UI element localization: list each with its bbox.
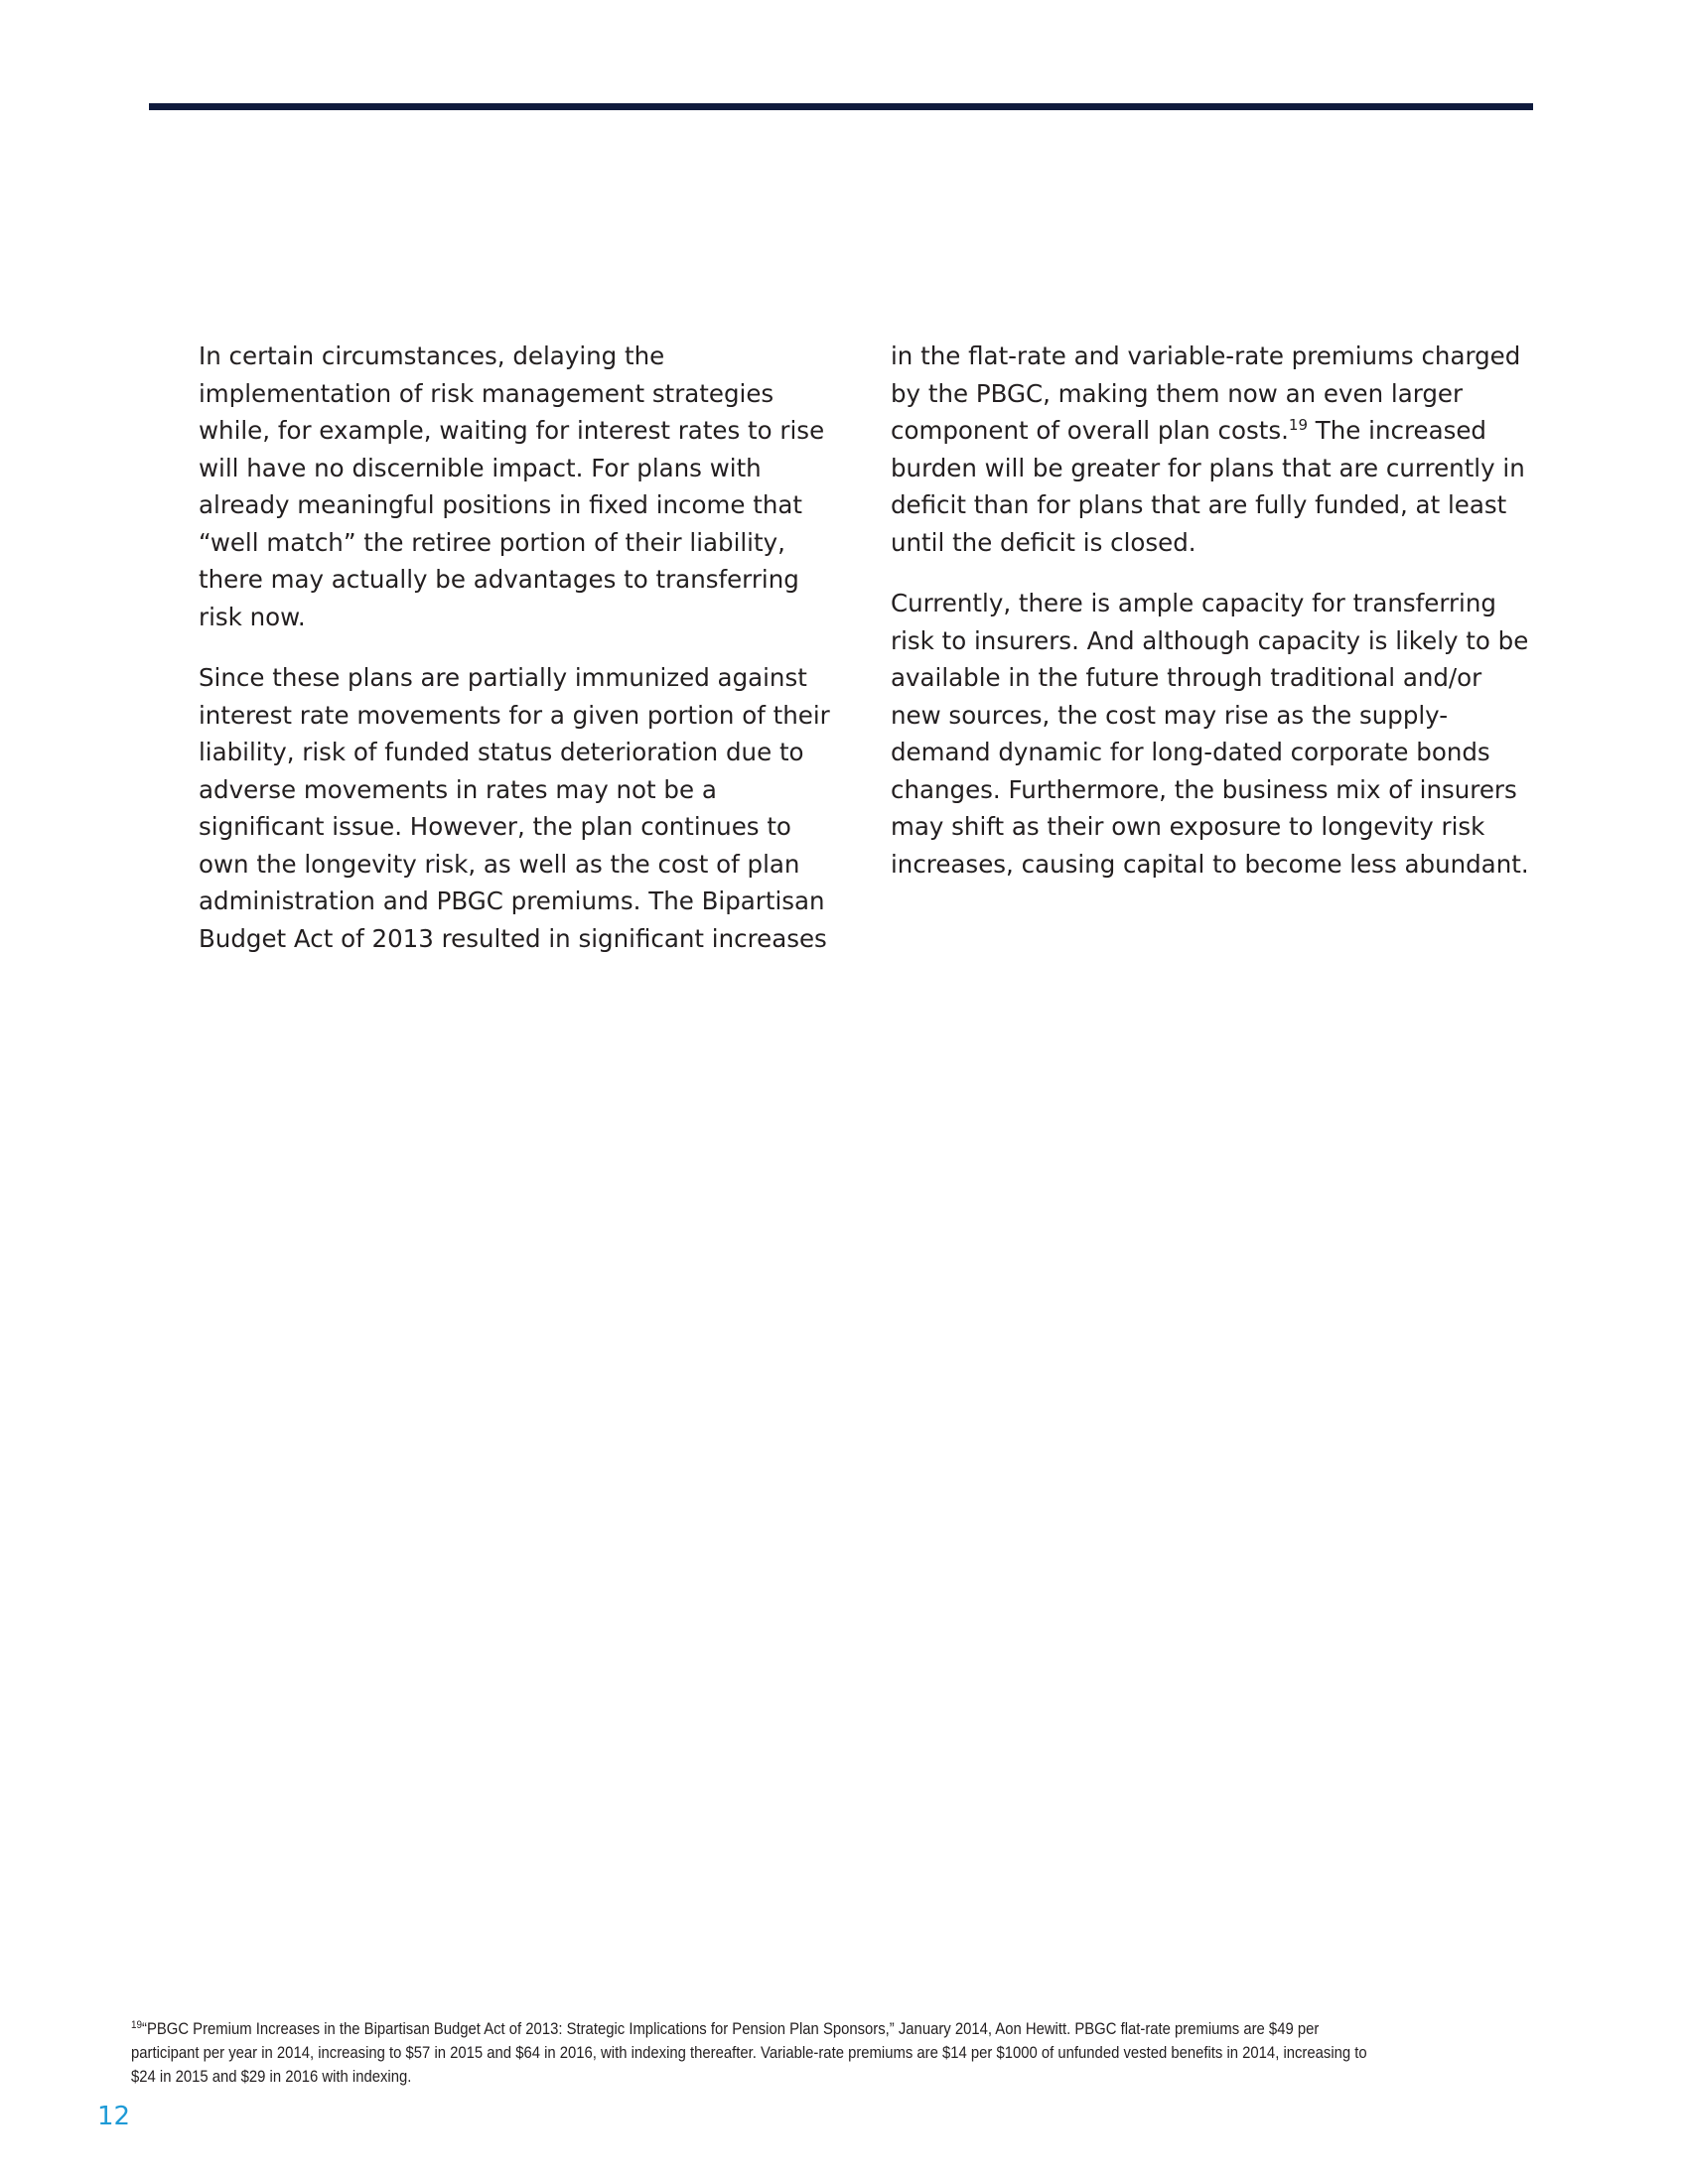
- left-column: [199, 338, 844, 981]
- right-column: [891, 338, 1536, 906]
- paragraph-text: in the flat-rate and variable-rate premiums charged by the PBGC, making them now an even larger component of overall plan costs.: [891, 341, 1521, 445]
- footnote: [131, 2017, 1382, 2089]
- paragraph-text: The increased burden will be greater for plans that are currently in deficit than for plans that are fully funded, at least until the deficit is closed.: [891, 416, 1525, 557]
- paragraph: Since these plans are partially immunized against interest rate movements for a given portion of their liability, risk of funded status deterioration due to adverse movements in rates may not be a significant issue. However, the plan continues to own the longevity risk, as well as the cost of plan administration and PBGC premiums. The Bipartisan Budget Act of 2013 resulted in significant increases: [199, 663, 830, 953]
- footnote-reference[interactable]: 19: [1288, 416, 1309, 434]
- paragraph: Currently, there is ample capacity for transferring risk to insurers. And although capacity is likely to be available in the future through traditional and/or new sources, the cost may rise as the supply-demand dynamic for long-dated corporate bonds changes. Furthermore, the business mix of insurers may shift as their own exposure to longevity risk increases, causing capital to become less abundant.: [891, 589, 1529, 879]
- paragraph: In certain circumstances, delaying the implementation of risk management strategies while, for example, waiting for interest rates to rise will have no discernible impact. For plans with already meaningful positions in fixed income that “well match” the retiree portion of their liability, there may actually be advantages to transferring risk now.: [199, 341, 825, 631]
- page-number: 12: [97, 2102, 131, 2131]
- paragraph: [891, 338, 1536, 561]
- footnote-text: “PBGC Premium Increases in the Bipartisan Budget Act of 2013: Strategic Implications for Pension Plan Sponsors,” January 2014, Aon Hewitt. PBGC flat-rate premiums are $49 per participant per year in 2014, increasing to $57 in 2015 and $64 in 2016, with indexing thereafter. Variable-rate premiums are $14 per $1000 of unfunded vested benefits in 2014, increasing to $24 in 2015 and $29 in 2016 with indexing.: [131, 2020, 1367, 2086]
- header-rule: [149, 103, 1533, 110]
- footnote-number: 19: [131, 2019, 143, 2031]
